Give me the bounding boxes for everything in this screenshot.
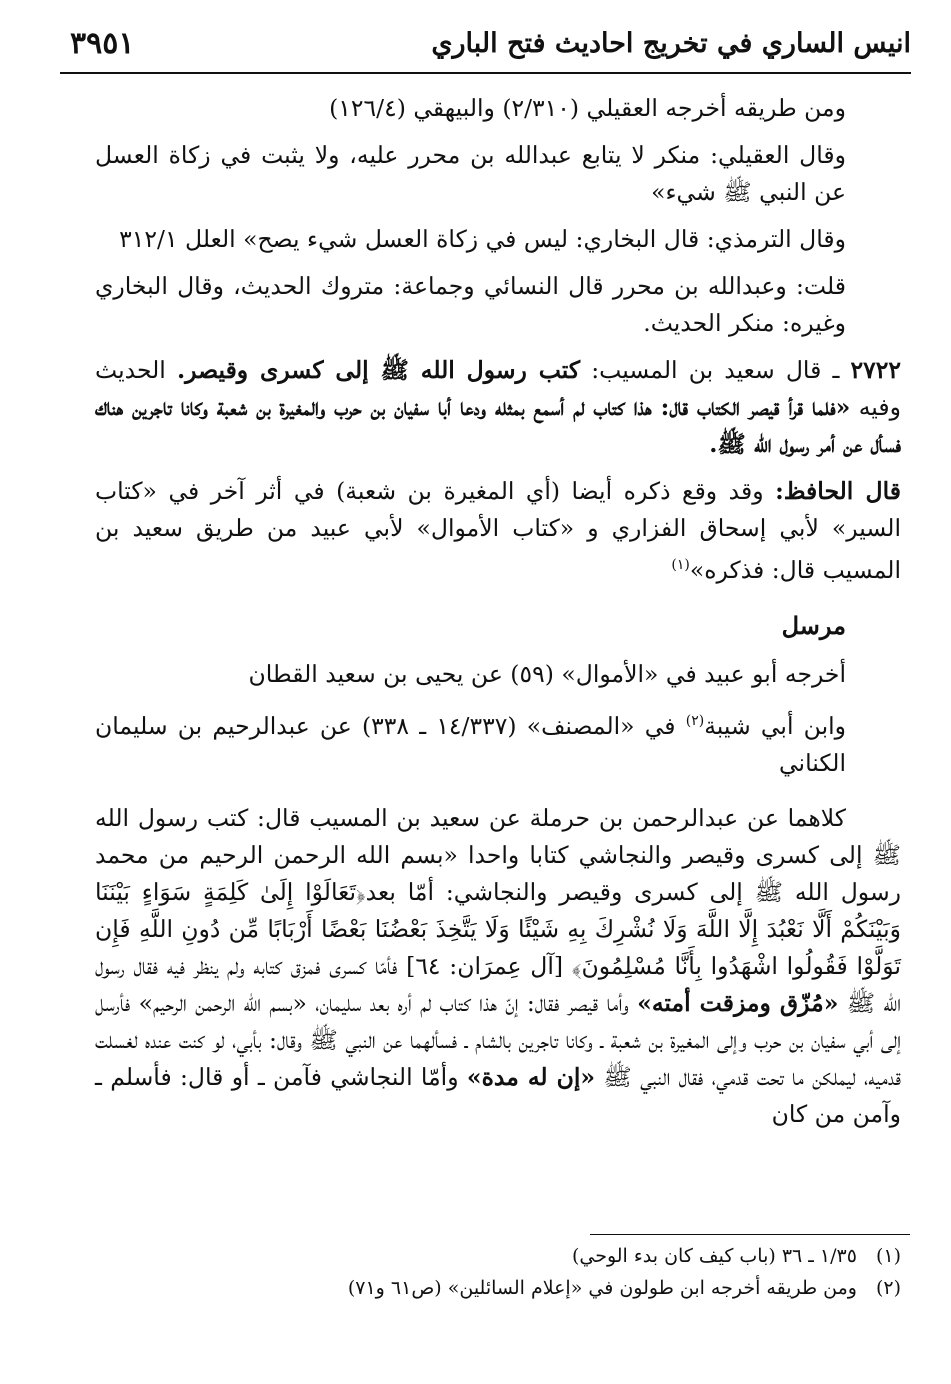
paragraph-aqili-quote: وقال العقيلي: منكر لا يتابع عبدالله بن محرر عليه، ولا يثبت في زكاة العسل عن النبي ﷺ شيء» — [95, 141, 846, 206]
hadith-bold-1: كتب رسول الله ﷺ إلى كسرى وقيصر. — [176, 356, 581, 384]
main-text — [95, 90, 901, 1143]
footnotes — [95, 1240, 901, 1304]
footnote-number: (١) — [875, 1245, 901, 1267]
takhrij-line-2a: وابن أبي شيبة — [704, 711, 846, 740]
footnote-text: ومن طريقه أخرجه ابن طولون في «إعلام السائلين» (ص٦١ و٧١) — [347, 1277, 857, 1299]
hadith-number: ٢٧٢٢ — [850, 356, 901, 384]
page-header — [60, 22, 911, 74]
section-heading: مرسل — [781, 610, 846, 640]
footnote-1 — [95, 1240, 901, 1272]
footnote-ref-1: (١) — [671, 557, 690, 573]
page-number: ٣٩٥١ — [70, 26, 135, 61]
footnote-separator — [590, 1234, 910, 1235]
hadith-mid: الحديث وفيه — [95, 356, 901, 421]
takhrij-line-2b: في «المصنف» (١٤/٣٣٧ ـ ٣٣٨) عن عبدالرحيم بن سليمان الكناني — [95, 711, 846, 777]
hafidh-label: قال الحافظ: — [775, 477, 901, 505]
paragraph-qultu: قلت: وعبدالله بن محرر قال النسائي وجماعة: متروك الحديث، وقال البخاري وغيره: منكر الحديث. — [95, 272, 846, 337]
footnote-text: ١/٣٥ ـ ٣٦ (باب كيف كان بدء الوحي) — [571, 1245, 857, 1267]
takhrij-line-1: أخرجه أبو عبيد في «الأموال» (٥٩) عن يحيى بن سعيد القطان — [248, 659, 846, 688]
footnote-number: (٢) — [875, 1277, 901, 1299]
hadith-entry — [95, 352, 901, 463]
footnote-ref-2: (٢) — [685, 712, 705, 729]
paragraph-tirmidhi: وقال الترمذي: قال البخاري: ليس في زكاة العسل شيء يصح» العلل ٣١٢/١ — [119, 225, 846, 253]
hafidh-text: وقد وقع ذكره أيضا (أي المغيرة بن شعبة) في أثر آخر في «كتاب السير» لأبي إسحاق الفزاري و «كتاب الأموال» لأبي عبيد من طريق سعيد بن المسيب قال: فذكره» — [95, 477, 901, 584]
narration-bold-1: «مُزّق ومزقت أمته» — [637, 988, 839, 1017]
narration-part-a: كلاهما عن عبدالرحمن بن حرملة عن سعيد بن المسيب قال: كتب رسول الله ﷺ إلى كسرى وقيصر والنجاشي كتابا واحدا «بسم الله الرحمن الرحيم من محمد رسول الله ﷺ إلى كسرى وقيصر والنجاشي: أمّا بعد﴿تَعَالَوْا إِلَىٰ كَلِمَةٍ سَوَاءٍ بَيْنَنَا وَبَيْنَكُمْ أَلَّا نَعْبُدَ إِلَّا اللَّهَ وَلَا نُشْرِكَ بِهِ شَيْئًا وَلَا يَتَّخِذَ بَعْضُنَا بَعْضًا أَرْبَابًا مِّن دُونِ اللَّهِ فَإِن تَوَلَّوْا فَقُولُوا اشْهَدُوا بِأَنَّا مُسْلِمُونَ﴾ [آل عِمرَان: ٦٤] فأمّا كسرى فمزق كتابه ولم ينظر فيه فقال رسول الله ﷺ — [95, 803, 901, 1017]
footnote-2 — [95, 1272, 901, 1304]
paragraph-aqili-source: ومن طريقه أخرجه العقيلي (٢/٣١٠) والبيهقي (١٢٦/٤) — [329, 94, 846, 122]
narration-part-c: وأمّا النجاشي فآمن ـ أو قال: فأسلم ـ وآمن من كان — [95, 1062, 901, 1128]
narration-part-b: وأما قيصر فقال: إنّ هذا كتاب لم أره بعد سليمان، «بسم الله الرحمن الرحيم» فأرسل إلى أبي سفيان بن حرب وإلى المغيرة بن شعبة ـ وكانا تاجرين بالشام ـ فسألهما عن النبي ﷺ وقال: بأبي، لو كنت عنده لغسلت قدميه، ليملكن ما تحت قدمي، فقال النبي ﷺ — [95, 988, 901, 1091]
hadith-intro: ـ قال سعيد بن المسيب: — [591, 356, 840, 384]
paragraph-hafidh — [95, 473, 901, 589]
narration-bold-2: «إن له مدة» — [466, 1062, 596, 1091]
hadith-bold-2: «فلما قرأ قيصر الكتاب قال: هذا كتاب لم أسمع بمثله ودعا أبا سفيان بن حرب والمغيرة بن شعبة وكانا تاجرين هناك فسأل عن أمر رسول الله ﷺ. — [95, 393, 901, 458]
running-title: انيس الساري في تخريج احاديث فتح الباري — [431, 28, 911, 59]
takhrij-line-2 — [95, 703, 901, 782]
narration-paragraph — [95, 800, 901, 1133]
